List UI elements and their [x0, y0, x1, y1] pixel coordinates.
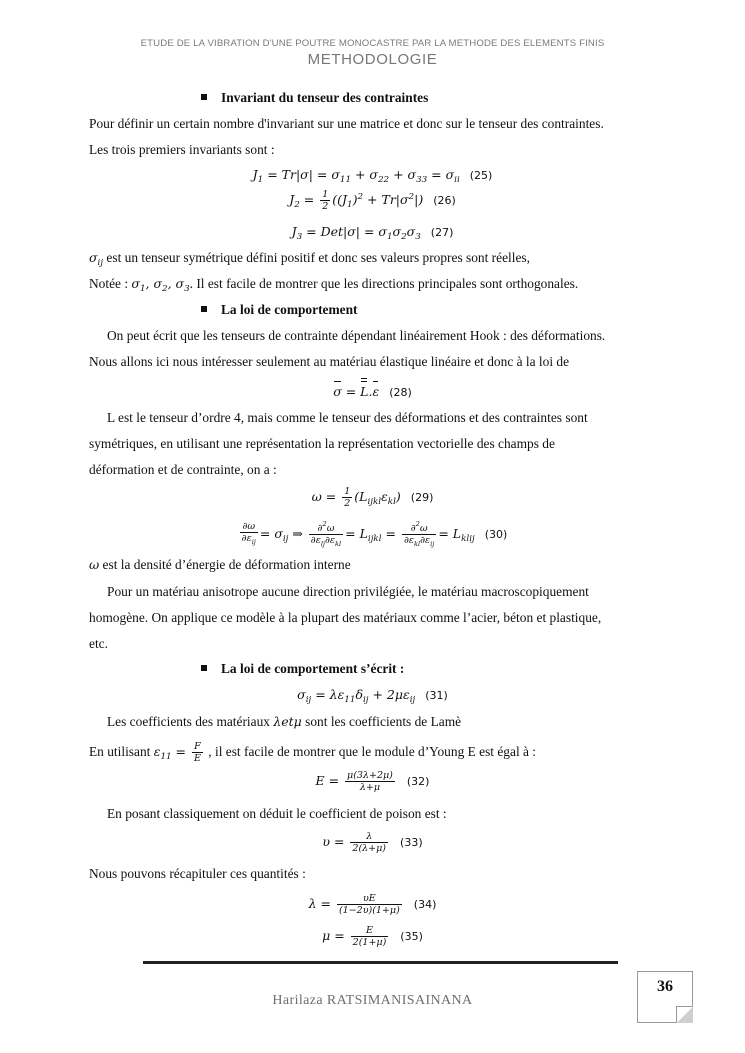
paragraph: L est le tenseur d’ordre 4, mais comme le tenseur des déformations et des contraintes sont — [107, 410, 588, 425]
paragraph: En posant classiquement on déduit le coefficient de poison est : — [107, 806, 447, 821]
footer-rule — [143, 961, 618, 964]
bullet-square-icon — [201, 94, 207, 100]
heading-loi-ecrit: La loi de comportement s’écrit : — [201, 661, 404, 677]
equation-33: υ = $\frac{\lambda}{2(\lambda+\mu)}$ (33) — [322, 831, 423, 854]
equation-28: σ = L.ε (28) — [333, 384, 412, 399]
equation-35: μ = $\frac{E}{2(1+\mu)}$ (35) — [322, 925, 423, 948]
equation-34: λ = $\frac{\upsilon E}{(1-2\upsilon)(1+\mu)}$ (34) — [308, 893, 437, 916]
paragraph: Les coefficients des matériaux λetμ sont les coefficients de Lamè — [107, 714, 462, 729]
equation-25: $J_1 = Tr|\sigma| = \sigma_{11} + \sigma_{22} + \sigma_{33} = \sigma_{ii}$ (25) — [252, 167, 493, 185]
paragraph: $\sigma_{ij}$ est un tenseur symétrique défini positif et donc ses valeurs propres sont réelles, — [89, 250, 530, 268]
equation-32: E = $\frac{\mu(3\lambda+2\mu)}{\lambda+\mu}$ (32) — [315, 770, 430, 793]
footer-author: Harilaza RATSIMANISAINANA — [272, 993, 473, 1008]
running-header-title: ETUDE DE LA VIBRATION D'UNE POUTRE MONOCASTRE PAR LA METHODE DES ELEMENTS FINIS — [140, 38, 605, 49]
paragraph: On peut écrit que les tenseurs de contrainte dépendant linéairement Hook : des déformations. — [107, 328, 606, 343]
page-curl-icon — [676, 1006, 693, 1023]
paragraph: Pour un matériau anisotrope aucune direction privilégiée, le matériau macroscopiquement — [107, 584, 589, 599]
paragraph: Notée : $\sigma_1$, $\sigma_2$, $\sigma_3$. Il est facile de montrer que les directions principales sont orthogonales. — [89, 276, 579, 294]
equation-29: ω = $\frac{1}{2}$ $(L_{ijkl}\varepsilon_{kl})$ (29) — [311, 486, 434, 509]
paragraph: Nous pouvons récapituler ces quantités : — [89, 866, 306, 881]
paragraph: Pour définir un certain nombre d'invariant sur une matrice et donc sur le tenseur des contraintes. — [89, 116, 604, 131]
paragraph: ω est la densité d’énergie de déformation interne — [89, 557, 351, 572]
equation-27: $J_3 = Det|\sigma| = \sigma_1\sigma_2\sigma_3$ (27) — [291, 224, 454, 242]
heading-invariants: Invariant du tenseur des contraintes — [201, 90, 428, 106]
equation-31: $\sigma_{ij} = \lambda\varepsilon_{11}\delta_{ij} + 2\mu\varepsilon_{ij}$ (31) — [297, 687, 448, 705]
paragraph: En utilisant $\varepsilon_{11}$ = $\frac{F}{E}$ , il est facile de montrer que le module d’Young E est égal à : — [89, 741, 537, 764]
page-number: 36 — [657, 978, 673, 995]
paragraph: homogène. On applique ce modèle à la plupart des matériaux comme l’acier, béton et plastique, — [89, 610, 602, 625]
paragraph: etc. — [89, 636, 108, 651]
page-number-box — [637, 971, 693, 1023]
equation-30: $\frac{\partial\omega}{\partial\varepsilon_{ij}}$ = $\sigma_{ij}$ ⇒ $\frac{\partial^2\omega}{\partial\varepsilon_{lj}\partial\varepsilon_{kl}}$ = $L_{ijkl}$ = $\frac{\partial^2\omega}{\partial\varepsilon_{kl}\partial\varepsilon_{ij}}$ = $L_{klij}$ (30) — [241, 520, 508, 548]
paragraph: Les trois premiers invariants sont : — [89, 142, 275, 157]
paragraph: symétriques, en utilisant une représentation la représentation vectorielle des champs de — [89, 436, 555, 451]
equation-26: $J_2$ = $\frac{1}{2}$ $((J_1)^2 + Tr|\sigma^2|)$ (26) — [289, 189, 456, 212]
bullet-square-icon — [201, 665, 207, 671]
bullet-square-icon — [201, 306, 207, 312]
paragraph: Nous allons ici nous intéresser seulement au matériau élastique linéaire et donc à la loi de — [89, 354, 570, 369]
paragraph: déformation et de contrainte, on a : — [89, 462, 277, 477]
heading-loi-comportement: La loi de comportement — [201, 302, 357, 318]
running-header-section: METHODOLOGIE — [307, 51, 438, 68]
